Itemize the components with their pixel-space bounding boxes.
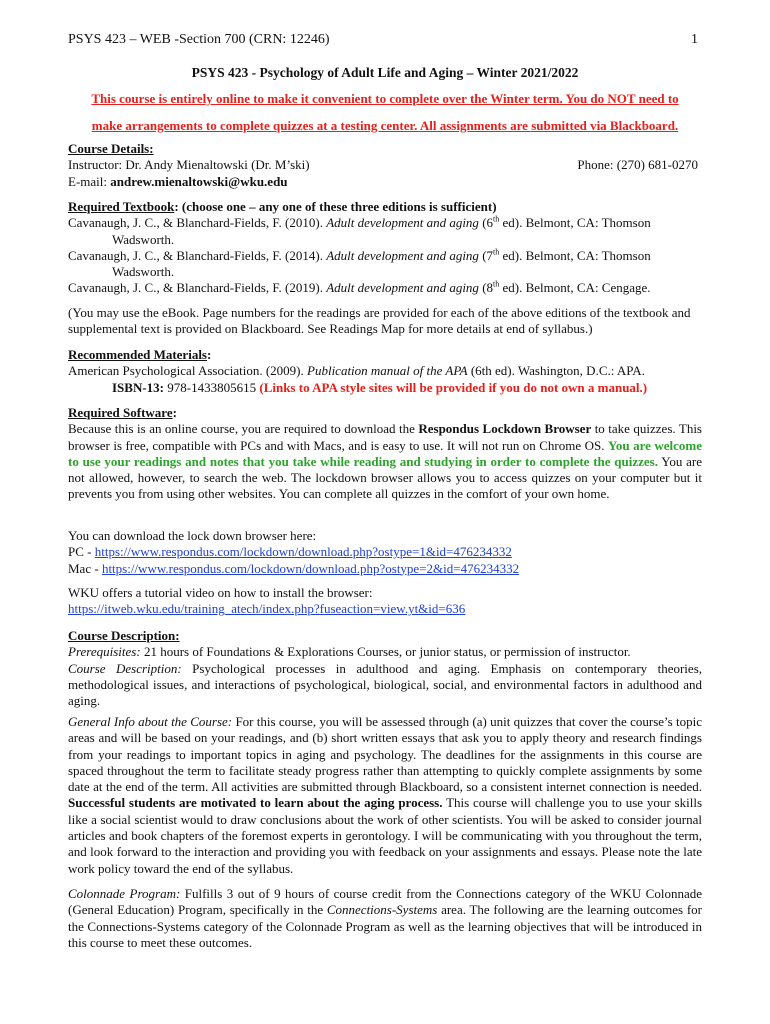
- isbn-number: 978-1433805615: [167, 379, 257, 395]
- document-title: PSYS 423 - Psychology of Adult Life and Aging – Winter 2021/2022: [191, 65, 579, 80]
- motivation-note: Successful students are motivated to learn about the aging process.: [68, 795, 443, 811]
- email-label: E-mail:: [68, 173, 111, 189]
- page-number: 1: [691, 32, 698, 47]
- instructor-name: Instructor: Dr. Andy Mienaltowski (Dr. M’ski): [68, 157, 310, 173]
- recommended-heading: Recommended Materials: [68, 347, 207, 362]
- course-details-section: [68, 141, 702, 190]
- textbook-note: (You may use the eBook. Page numbers for the readings are provided for each of the above editions of the textbook and supplemental text is provided on Blackboard. See Readings Map for more details at end of syllabus.): [68, 305, 691, 337]
- course-description-heading: Course Description:: [68, 628, 180, 643]
- course-description-section: [68, 628, 702, 709]
- catalog-description: Course Description: Psychological processes in adulthood and aging. Emphasis on contemporary theories, methodological issues, and interactions of psychological, biological, social, and environmental factors in adulthood and aging.: [68, 660, 702, 709]
- software-paragraph: Because this is an online course, you are required to download the Respondus Lockdown Browser to take quizzes. This browser is free, compatible with PCs and with Macs, and is easy to use. It will not run on Chrome OS. You are welcome to use your readings and notes that you take while reading and studying in order to complete the quizzes. You are not allowed, however, to search the web. The lockdown browser allows you to access quizzes on your computer but it prevents you from using other websites. You can complete all quizzes in the comfort of your own home.: [68, 421, 703, 502]
- instructor-email: andrew.mienaltowski@wku.edu: [110, 173, 288, 189]
- tutorial-section: WKU offers a tutorial video on how to install the browser: https://itweb.wku.edu/training_atech/index.php?fuseaction=view.yt&id=636: [68, 585, 466, 617]
- isbn-line: ISBN-13: 978-1433805615 (Links to APA style sites will be provided if you do not own a manual.): [112, 379, 648, 395]
- colonnade-paragraph: Colonnade Program: Fulfills 3 out of 9 hours of course credit from the Connections category of the WKU Colonnade (General Education) Program, specifically in the Connections-Systems area. The following are the learning outcomes for the Connections-Systems category of the Colonnade Program as well as the learning objectives that will be introduced in this course to meet these outcomes.: [68, 886, 702, 950]
- online-notice-line-1: This course is entirely online to make it convenient to complete over the Winter term. You do NOT need to: [91, 91, 679, 106]
- prerequisites: Prerequisites: 21 hours of Foundations & Explorations Courses, or junior status, or permission of instructor.: [68, 644, 631, 660]
- textbook-edition-6: Cavanaugh, J. C., & Blanchard-Fields, F. (2010). Adult development and aging (6th ed). Belmont, CA: Thomson Wadsworth.: [68, 214, 651, 247]
- recommended-section: Recommended Materials: American Psychological Association. (2009). Publication manual of the APA (6th ed). Washington, D.C.: APA. ISBN-13: 978-1433805615 (Links to APA style sites will be provided if you do not own a manual.): [68, 347, 702, 396]
- textbook-edition-7: Cavanaugh, J. C., & Blanchard-Fields, F. (2014). Adult development and aging (7th ed). Belmont, CA: Thomson Wadsworth.: [68, 247, 651, 280]
- download-section: You can download the lock down browser here: PC - https://www.respondus.com/lockdown/download.php?ostype=1&id=476234332 Mac - https://www.respondus.com/lockdown/download.php?ostype=2&id=476234332: [68, 528, 520, 576]
- textbook-heading-note: : (choose one – any one of these three editions is sufficient): [174, 199, 497, 214]
- textbook-heading: Required Textbook: [68, 199, 175, 214]
- course-header: PSYS 423 – WEB -Section 700 (CRN: 12246): [68, 32, 330, 47]
- pc-download-link[interactable]: https://www.respondus.com/lockdown/download.php?ostype=1&id=476234332: [94, 544, 512, 560]
- software-heading: Required Software: [68, 405, 173, 420]
- mac-download-link[interactable]: https://www.respondus.com/lockdown/download.php?ostype=2&id=476234332: [101, 560, 520, 576]
- textbook-section: [68, 199, 702, 297]
- textbook-edition-8: Cavanaugh, J. C., & Blanchard-Fields, F. (2019). Adult development and aging (8th ed). Belmont, CA: Cengage.: [68, 280, 651, 296]
- apa-citation: American Psychological Association. (2009). Publication manual of the APA (6th ed). Washington, D.C.: APA.: [68, 363, 645, 379]
- course-details-heading: Course Details:: [68, 141, 154, 156]
- general-info-paragraph: General Info about the Course: For this course, you will be assessed through (a) unit quizzes that cover the course’s topic areas and will be based on your readings, and (b) short written essays that ask you to apply theory and research findings from your readings to important topics in aging and psychology. The deadlines for the assignments in this course are spaced throughout the term to facilitate steady progress rather than attempting to quickly complete assignments by some date at the end of the term. All activities are submitted through Blackboard, so a consistent internet connection is needed. Successful students are motivated to learn about the aging process. This course will challenge you to use your skills like a social scientist would to draw conclusions about the work of other scientists. You will be asked to consider journal articles and book chapters of the foremost experts in gerontology. I will be communicating with you throughout the term, and look forward to the interaction and providing you with feedback on your assignments and essays. Please note the late work policy toward the end of the syllabus.: [68, 714, 703, 876]
- open-notes-notice: You are welcome to use your readings and notes that you take while reading and studying in order to complete the quizzes.: [68, 437, 703, 469]
- software-section: Required Software: Because this is an online course, you are required to download the Respondus Lockdown Browser to take quizzes. This browser is free, compatible with PCs and with Macs, and is easy to use. It will not run on Chrome OS. You are welcome to use your readings and notes that you take while reading and studying in order to complete the quizzes. You are not allowed, however, to search the web. The lockdown browser allows you to access quizzes on your computer but it prevents you from using other websites. You can complete all quizzes in the comfort of your own home.: [68, 405, 703, 502]
- tutorial-video-link[interactable]: https://itweb.wku.edu/training_atech/index.php?fuseaction=view.yt&id=636: [68, 601, 466, 617]
- isbn-note: (Links to APA style sites will be provided if you do not own a manual.): [256, 379, 648, 395]
- instructor-phone: Phone: (270) 681-0270: [577, 157, 698, 173]
- online-notice-line-2: make arrangements to complete quizzes at a testing center. All assignments are submitted via Blackboard.: [91, 118, 679, 133]
